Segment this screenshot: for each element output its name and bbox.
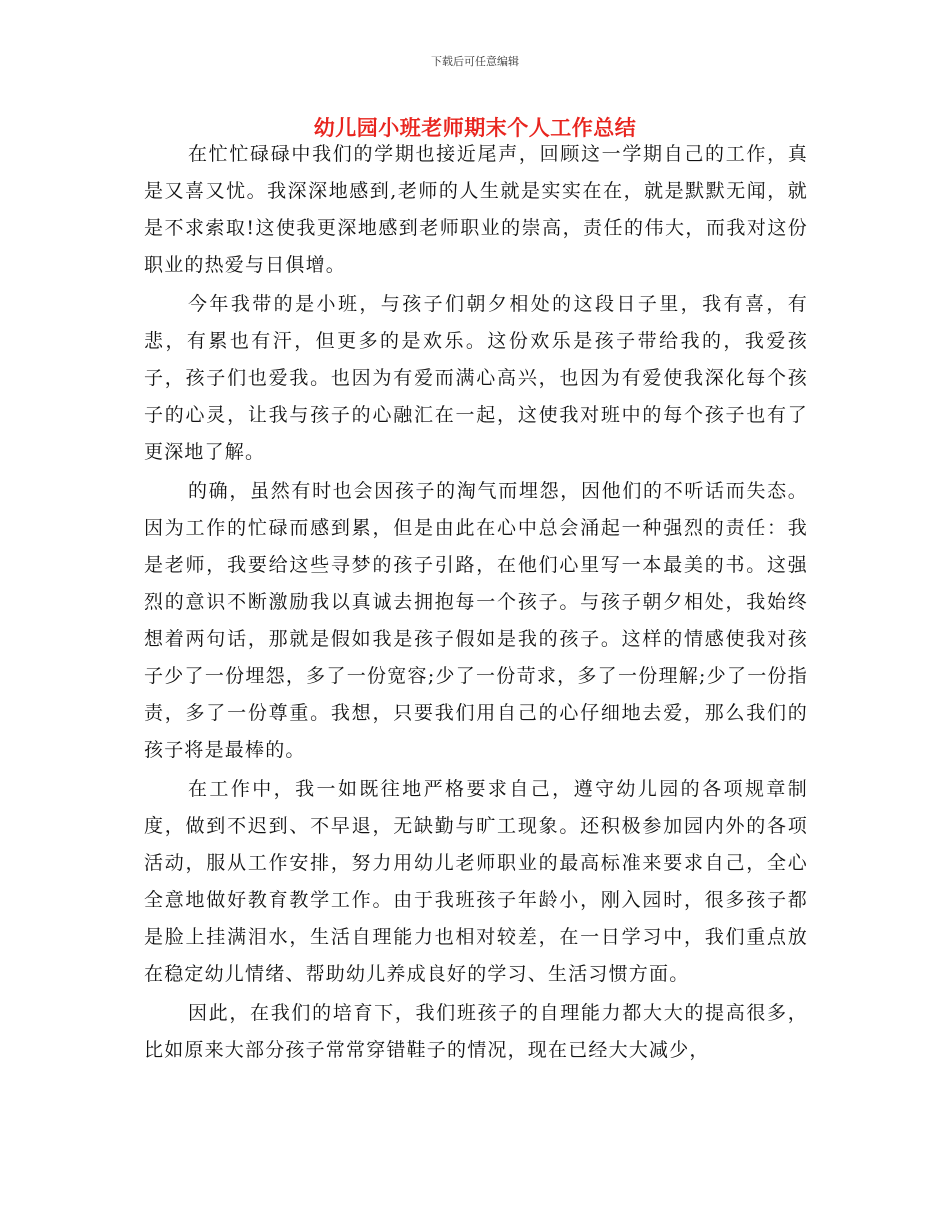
paragraph: 因此，在我们的培育下，我们班孩子的自理能力都大大的提高很多，比如原来大部分孩子常常穿错鞋子的情况，现在已经大大减少， [144,1002,808,1061]
paragraph: 在工作中，我一如既往地严格要求自己，遵守幼儿园的各项规章制度，做到不迟到、不早退，无缺勤与旷工现象。还积极参加园内外的各项活动，服从工作安排，努力用幼儿老师职业的最高标准来要求自己，全心全意地做好教育教学工作。由于我班孩子年龄小，刚入园时，很多孩子都是脸上挂满泪水，生活自理能力也相对较差，在一日学习中，我们重点放在稳定幼儿情绪、帮助幼儿养成良好的学习、生活习惯方面。 [144,778,808,985]
paragraph: 在忙忙碌碌中我们的学期也接近尾声，回顾这一学期自己的工作，真是又喜又忧。我深深地感到,老师的人生就是实实在在，就是默默无闻，就是不求索取!这使我更深地感到老师职业的崇高，责任的伟大，而我对这份职业的热爱与日俱增。 [144,143,808,276]
document-body [144,136,808,1071]
paragraph: 今年我带的是小班，与孩子们朝夕相处的这段日子里，我有喜，有悲，有累也有汗，但更多的是欢乐。这份欢乐是孩子带给我的，我爱孩子，孩子们也爱我。也因为有爱而满心高兴，也因为有爱使我深化每个孩子的心灵，让我与孩子的心融汇在一起，这使我对班中的每个孩子也有了更深地了解。 [144,293,808,463]
header-note: 下载后可任意编辑 [431,55,519,68]
document-title: 幼儿园小班老师期末个人工作总结 [313,116,637,140]
paragraph: 的确，虽然有时也会因孩子的淘气而埋怨，因他们的不听话而失态。因为工作的忙碌而感到累，但是由此在心中总会涌起一种强烈的责任：我是老师，我要给这些寻梦的孩子引路，在他们心里写一本最美的书。这强烈的意识不断激励我以真诚去拥抱每一个孩子。与孩子朝夕相处，我始终想着两句话，那就是假如我是孩子假如是我的孩子。这样的情感使我对孩子少了一份埋怨，多了一份宽容;少了一份苛求，多了一份理解;少了一份指责，多了一份尊重。我想，只要我们用自己的心仔细地去爱，那么我们的孩子将是最棒的。 [144,480,808,761]
